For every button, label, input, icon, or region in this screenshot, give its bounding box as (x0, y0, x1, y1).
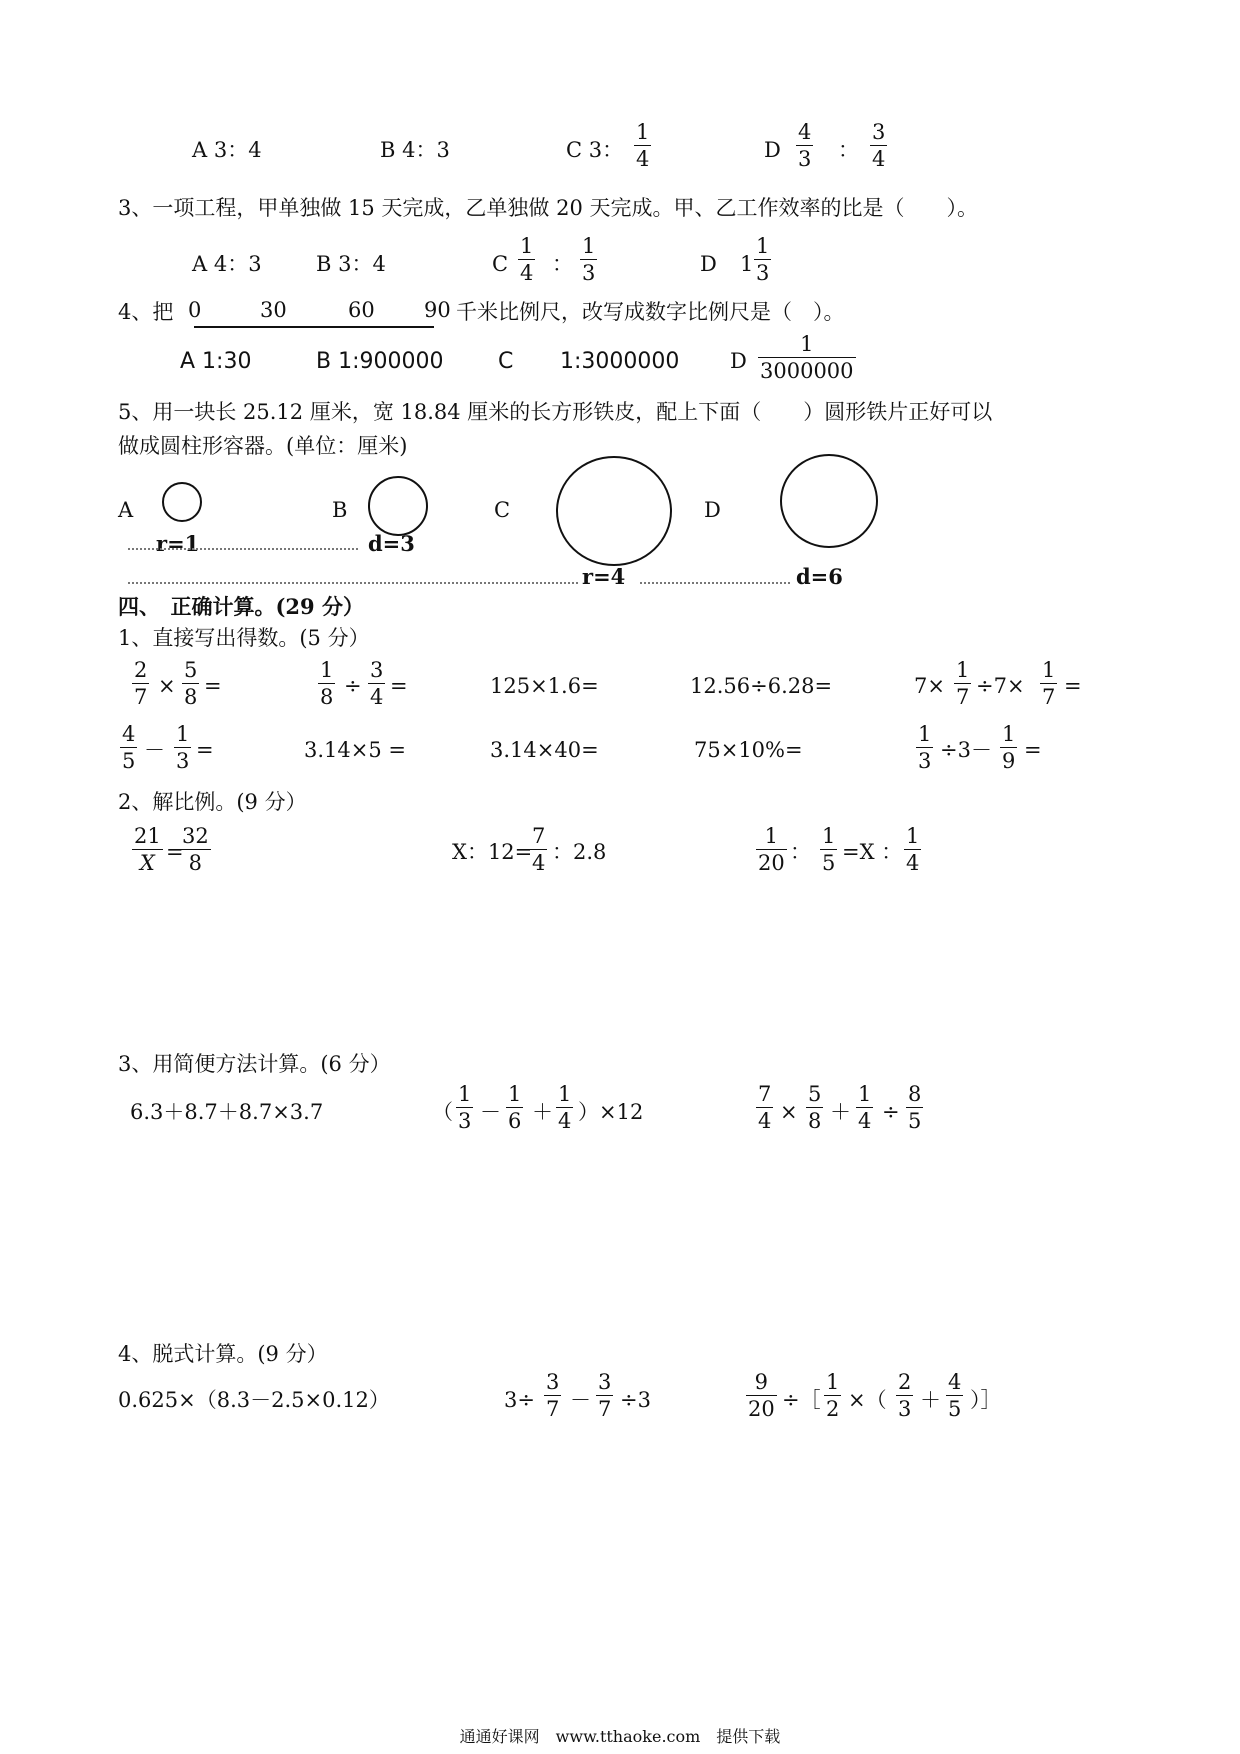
p4-e2-op: － (570, 1388, 591, 1412)
q4-option-d-fraction: $\frac{1}{3000000}$ (760, 332, 854, 383)
q4-option-c-value: 1:3000000 (560, 349, 680, 374)
p3-e2-frac-c: $\frac{1}{4}$ (558, 1082, 572, 1133)
p1-e7: 3.14×5 = (304, 738, 406, 762)
q5-option-a-letter: A (118, 498, 134, 522)
p3-e3-op1: × (780, 1100, 798, 1124)
q2-option-a: A 3：4 (192, 138, 262, 162)
p1-e5-mid: ÷7× (976, 674, 1025, 698)
p2-e3-frac-c: $\frac{1}{4}$ (906, 824, 920, 875)
scale-tick-60: 60 (348, 298, 375, 322)
p3-e3-frac-c: $\frac{1}{4}$ (858, 1082, 872, 1133)
q5-option-c-letter: C (494, 498, 511, 522)
q3-option-c-colon: ： (552, 252, 573, 276)
p4-e3-op2: ×（ (848, 1388, 887, 1412)
p1-e1-frac-a: $\frac{2}{7}$ (134, 658, 148, 709)
p2-e1-eq: = (166, 840, 184, 864)
p2-e2-frac: $\frac{7}{4}$ (532, 824, 546, 875)
question-5-line-2: 做成圆柱形容器。(单位：厘米) (118, 434, 408, 458)
q4-option-b: B 1:900000 (316, 349, 444, 374)
dotted-guide-line-3 (640, 582, 790, 584)
dotted-guide-line-2 (128, 582, 578, 584)
p1-e2-frac-a: $\frac{1}{8}$ (320, 658, 334, 709)
q4-option-c-letter: C (498, 349, 514, 374)
p3-e1: 6.3＋8.7＋8.7×3.7 (130, 1100, 324, 1124)
p2-e3-mid: =X ： (842, 840, 903, 864)
p4-e1: 0.625×（8.3－2.5×0.12） (118, 1388, 390, 1412)
p1-e1-eq: = (204, 674, 222, 698)
scale-bar-line (194, 326, 434, 328)
p1-e5-frac-a: $\frac{1}{7}$ (956, 658, 970, 709)
p1-e10-frac-a: $\frac{1}{3}$ (918, 722, 932, 773)
p3-e3-op3: ÷ (882, 1100, 900, 1124)
p1-e1-op: × (158, 674, 176, 698)
scale-tick-90: 90 (424, 298, 451, 322)
p3-e3-frac-a: $\frac{7}{4}$ (758, 1082, 772, 1133)
q5-option-b-letter: B (332, 498, 348, 522)
q5-option-a-label: r=1 (156, 531, 200, 556)
q4-option-a: A 1:30 (180, 349, 252, 374)
p3-e2-op2: ＋ (532, 1100, 553, 1124)
p4-e3-frac-a: $\frac{9}{20}$ (748, 1370, 775, 1421)
p1-e10-frac-b: $\frac{1}{9}$ (1002, 722, 1016, 773)
p1-e3: 125×1.6= (490, 674, 599, 698)
p2-e2-pre: X：12= (452, 840, 533, 864)
q5-option-d-circle (780, 454, 878, 548)
p1-e5-pre: 7× (914, 674, 945, 698)
p2-e3-colon: ： (790, 840, 811, 864)
q5-option-c-circle (556, 456, 672, 566)
q2-option-d-fraction-2: $\frac{3}{4}$ (872, 120, 886, 171)
p1-e2-frac-b: $\frac{3}{4}$ (370, 658, 384, 709)
p3-e2-frac-b: $\frac{1}{6}$ (508, 1082, 522, 1133)
p1-e6-frac-b: $\frac{1}{3}$ (176, 722, 190, 773)
p3-e3-frac-b: $\frac{5}{8}$ (808, 1082, 822, 1133)
part-3-title: 3、用简便方法计算。(6 分） (118, 1052, 391, 1076)
q3-option-a: A 4：3 (192, 252, 262, 276)
p1-e6-eq: = (196, 738, 214, 762)
p3-e2-open: （ (432, 1100, 453, 1124)
p2-e3-frac-b: $\frac{1}{5}$ (822, 824, 836, 875)
p2-e1-frac-a: $\frac{21}{X}$ (134, 824, 161, 875)
p4-e3-frac-b: $\frac{1}{2}$ (826, 1370, 840, 1421)
p4-e3-op3: ＋ (920, 1388, 941, 1412)
q2-option-b: B 4：3 (380, 138, 450, 162)
p4-e3-close: ）］ (970, 1388, 1002, 1412)
part-1-title: 1、直接写出得数。(5 分） (118, 626, 370, 650)
p3-e3-op2: ＋ (830, 1100, 851, 1124)
q4-option-d-prefix: D (730, 349, 747, 373)
p1-e6-op: － (144, 738, 165, 762)
q5-option-d-label: d=6 (796, 564, 843, 589)
q3-option-c-fraction-2: $\frac{1}{3}$ (582, 234, 596, 285)
p4-e2-frac-b: $\frac{3}{7}$ (598, 1370, 612, 1421)
p1-e1-frac-b: $\frac{5}{8}$ (184, 658, 198, 709)
question-3-text: 3、一项工程，甲单独做 15 天完成，乙单独做 20 天完成。甲、乙工作效率的比是（ ）。 (118, 196, 979, 220)
p1-e5-frac-b: $\frac{1}{7}$ (1042, 658, 1056, 709)
q3-option-d-prefix: D (700, 252, 717, 276)
part-4-title: 4、脱式计算。(9 分） (118, 1342, 328, 1366)
scale-tick-30: 30 (260, 298, 287, 322)
q3-option-d-whole: 1 (740, 252, 754, 276)
p4-e2-pre: 3÷ (504, 1388, 535, 1412)
p4-e2-post: ÷3 (620, 1388, 651, 1412)
page-footer: 通通好课网 www.tthaoke.com 提供下载 (459, 1727, 781, 1746)
p4-e3-frac-d: $\frac{4}{5}$ (948, 1370, 962, 1421)
q5-option-a-circle (162, 482, 202, 522)
question-5-line-1: 5、用一块长 25.12 厘米，宽 18.84 厘米的长方形铁皮，配上下面（ ）圆形铁片正好可以 (118, 400, 993, 424)
p1-e9: 75×10%= (694, 738, 803, 762)
q5-option-d-letter: D (704, 498, 721, 522)
scale-tick-0: 0 (188, 298, 202, 322)
p1-e4: 12.56÷6.28= (690, 674, 833, 698)
p4-e2-frac-a: $\frac{3}{7}$ (546, 1370, 560, 1421)
p2-e2-post: ：2.8 (552, 840, 607, 864)
q5-option-b-label: d=3 (368, 531, 415, 556)
p4-e3-op1: ÷［ (782, 1388, 821, 1412)
p4-e3-frac-c: $\frac{2}{3}$ (898, 1370, 912, 1421)
p3-e3-frac-d: $\frac{8}{5}$ (908, 1082, 922, 1133)
question-4-prefix: 4、把 (118, 300, 174, 324)
p1-e2-op: ÷ (344, 674, 362, 698)
section-4-heading: 四、 正确计算。(29 分） (118, 594, 364, 619)
q2-option-d-fraction-1: $\frac{4}{3}$ (798, 120, 812, 171)
part-2-title: 2、解比例。(9 分） (118, 790, 307, 814)
p3-e2-op1: － (480, 1100, 501, 1124)
q2-option-d-prefix: D (764, 138, 781, 162)
question-4-suffix: 千米比例尺，改写成数字比例尺是（ ）。 (456, 300, 845, 324)
q3-option-d-fraction: $\frac{1}{3}$ (756, 234, 770, 285)
p1-e8: 3.14×40= (490, 738, 599, 762)
q3-option-b: B 3：4 (316, 252, 386, 276)
p1-e10-mid: ÷3－ (940, 738, 992, 762)
p1-e5-eq: = (1064, 674, 1082, 698)
q2-option-d-colon: ： (838, 138, 859, 162)
line-scale (188, 298, 451, 330)
p1-e2-eq: = (390, 674, 408, 698)
p3-e2-frac-a: $\frac{1}{3}$ (458, 1082, 472, 1133)
p1-e6-frac-a: $\frac{4}{5}$ (122, 722, 136, 773)
p1-e10-eq: = (1024, 738, 1042, 762)
q2-option-c-prefix: C 3： (566, 138, 624, 162)
dotted-guide-line-1 (128, 548, 358, 550)
p2-e3-frac-a: $\frac{1}{20}$ (758, 824, 785, 875)
p2-e1-frac-b: $\frac{32}{8}$ (182, 824, 209, 875)
q2-option-c-fraction: $\frac{1}{4}$ (636, 120, 650, 171)
q5-option-c-label: r=4 (582, 564, 626, 589)
q3-option-c-prefix: C (492, 252, 509, 276)
q3-option-c-fraction-1: $\frac{1}{4}$ (520, 234, 534, 285)
q5-option-b-circle (368, 476, 428, 536)
p3-e2-close: ）×12 (578, 1100, 644, 1124)
